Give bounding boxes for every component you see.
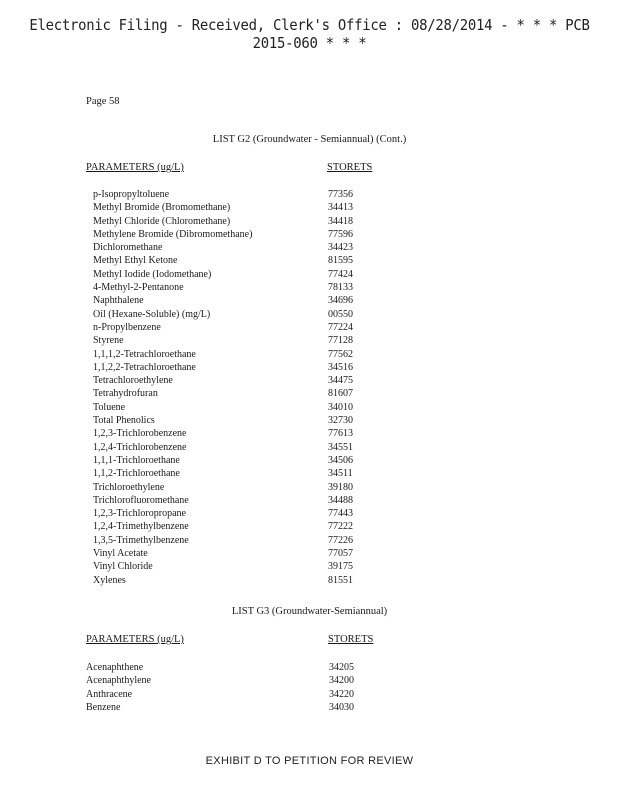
list-g2-title: LIST G2 (Groundwater - Semiannual) (Cont.)	[212, 134, 407, 145]
parameter-name: Methyl Ethyl Ketone	[93, 255, 178, 267]
table-row	[93, 401, 423, 414]
storet-code: 77128	[328, 335, 353, 347]
table-row	[93, 228, 423, 241]
parameter-name: 1,2,4-Trichlorobenzene	[93, 441, 187, 453]
storet-code: 34516	[328, 361, 353, 373]
exhibit-footer: EXHIBIT D TO PETITION FOR REVIEW	[205, 755, 414, 767]
parameter-name: 1,1,1,2-Tetrachloroethane	[93, 348, 196, 360]
table-row	[93, 387, 423, 400]
storet-code: 77356	[328, 189, 353, 200]
parameter-name: Trichlorofluoromethane	[93, 494, 189, 506]
parameter-name: Tetrahydrofuran	[93, 388, 158, 400]
parameter-name: 1,2,4-Trimethylbenzene	[93, 521, 189, 533]
parameter-name: 1,1,2-Trichloroethane	[93, 468, 180, 480]
storet-code: 34551	[328, 441, 353, 453]
parameter-name: 1,3,5-Trimethylbenzene	[93, 534, 189, 546]
storet-code: 34220	[329, 688, 354, 700]
list-g3-table	[86, 661, 416, 714]
table-row	[93, 241, 423, 254]
parameter-name: Toluene	[93, 401, 126, 413]
table-row	[93, 188, 423, 201]
storet-code: 34475	[328, 375, 353, 387]
parameter-name: Acenaphthene	[86, 662, 144, 673]
parameter-name: Tetrachloroethylene	[93, 375, 173, 387]
table-row	[93, 481, 423, 494]
table-row	[93, 334, 423, 347]
storet-code: 78133	[328, 282, 353, 294]
table-row	[93, 507, 423, 520]
parameter-name: Dichloromethane	[93, 242, 163, 254]
parameter-name: Vinyl Acetate	[93, 548, 148, 560]
table-row	[93, 215, 423, 228]
table-row	[93, 414, 423, 427]
table-row	[86, 661, 416, 674]
parameter-name: 1,2,3-Trichloropropane	[93, 508, 186, 520]
table-row	[86, 674, 416, 687]
table-row	[93, 560, 423, 573]
table-row	[93, 348, 423, 361]
parameter-name: Anthracene	[86, 688, 133, 700]
parameter-name: Vinyl Chloride	[93, 561, 153, 573]
table-row	[93, 254, 423, 267]
storet-code: 77424	[328, 268, 353, 280]
storet-code: 39180	[328, 481, 353, 493]
parameter-name: 1,1,1-Trichloroethane	[93, 454, 180, 466]
storet-code: 34506	[328, 454, 353, 466]
parameter-name: Styrene	[93, 335, 124, 347]
storet-code: 34418	[328, 215, 353, 227]
storet-code: 34030	[329, 701, 354, 713]
storet-code: 32730	[328, 415, 353, 427]
list-g2-parameters-header: PARAMETERS (ug/L)	[86, 162, 184, 173]
storet-code: 34200	[329, 675, 354, 687]
storet-code: 77057	[328, 548, 353, 560]
parameter-name: Methyl Chloride (Chloromethane)	[93, 215, 231, 227]
table-row	[93, 454, 423, 467]
table-row	[86, 701, 416, 714]
table-row	[93, 361, 423, 374]
table-row	[93, 201, 423, 214]
storet-code: 81595	[328, 255, 353, 267]
parameter-name: Trichloroethylene	[93, 481, 165, 493]
parameter-name: Methylene Bromide (Dibromomethane)	[93, 228, 253, 240]
storet-code: 77226	[328, 534, 353, 546]
list-g3-title: LIST G3 (Groundwater-Semiannual)	[231, 606, 388, 617]
storet-code: 39175	[328, 561, 353, 573]
parameter-name: Methyl Bromide (Bromomethane)	[93, 202, 231, 214]
parameter-name: Oil (Hexane-Soluble) (mg/L)	[93, 308, 211, 320]
parameter-name: p-Isopropyltoluene	[93, 189, 170, 200]
storet-code: 77443	[328, 508, 353, 520]
list-g3-storets-header: STORETS	[328, 634, 374, 645]
storet-code: 81551	[328, 574, 353, 586]
page-number: Page 58	[86, 96, 120, 107]
storet-code: 77562	[328, 348, 353, 360]
table-row	[93, 520, 423, 533]
parameter-name: Benzene	[86, 701, 121, 713]
storet-code: 34423	[328, 242, 353, 254]
list-g2-table	[93, 188, 423, 587]
storet-code: 81607	[328, 388, 353, 400]
parameter-name: Acenaphthylene	[86, 675, 151, 687]
table-row	[93, 268, 423, 281]
storet-code: 34488	[328, 494, 353, 506]
storet-code: 34413	[328, 202, 353, 214]
storet-code: 34205	[329, 662, 354, 673]
storet-code: 77596	[328, 228, 353, 240]
parameter-name: 4-Methyl-2-Pentanone	[93, 282, 184, 294]
table-row	[93, 374, 423, 387]
storet-code: 34010	[328, 401, 353, 413]
parameter-name: Methyl Iodide (Iodomethane)	[93, 268, 212, 280]
filing-stamp: Electronic Filing - Received, Clerk's Office : 08/28/2014 - * * * PCB 2015-060 * * *	[29, 16, 590, 52]
storet-code: 34696	[328, 295, 353, 307]
table-row	[86, 688, 416, 701]
list-g2-storets-header: STORETS	[327, 162, 373, 173]
parameter-name: n-Propylbenzene	[93, 321, 161, 333]
table-row	[93, 308, 423, 321]
parameter-name: Naphthalene	[93, 295, 144, 307]
table-row	[93, 321, 423, 334]
table-row	[93, 534, 423, 547]
storet-code: 00550	[328, 308, 353, 320]
table-row	[93, 294, 423, 307]
parameter-name: 1,1,2,2-Tetrachloroethane	[93, 361, 196, 373]
storet-code: 77224	[328, 321, 353, 333]
table-row	[93, 547, 423, 560]
table-row	[93, 281, 423, 294]
storet-code: 77222	[328, 521, 353, 533]
table-row	[93, 467, 423, 480]
table-row	[93, 441, 423, 454]
table-row	[93, 427, 423, 440]
table-row	[93, 574, 423, 587]
storet-code: 77613	[328, 428, 353, 440]
list-g3-parameters-header: PARAMETERS (ug/L)	[86, 634, 184, 645]
parameter-name: 1,2,3-Trichlorobenzene	[93, 428, 187, 440]
storet-code: 34511	[328, 468, 353, 480]
table-row	[93, 494, 423, 507]
parameter-name: Xylenes	[93, 574, 126, 586]
parameter-name: Total Phenolics	[93, 415, 155, 427]
